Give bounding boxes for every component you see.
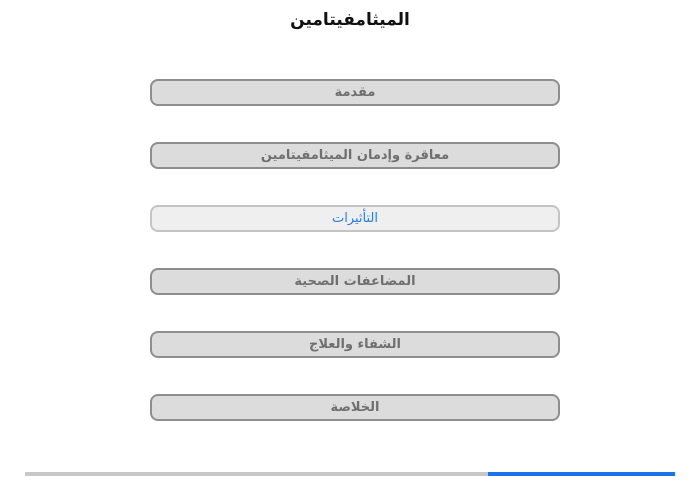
menu-button-effects[interactable]: التأثيرات: [150, 205, 560, 232]
menu-button-health-complications[interactable]: المضاعفات الصحية: [150, 268, 560, 295]
progress-bar: [25, 472, 675, 476]
menu-button-abuse-addiction[interactable]: معاقرة وإدمان الميثامفيتامين: [150, 142, 560, 169]
menu-button-recovery-treatment[interactable]: الشفاء والعلاج: [150, 331, 560, 358]
page-title: الميثامفيتامين: [290, 10, 410, 30]
menu-button-conclusion[interactable]: الخلاصة: [150, 394, 560, 421]
menu-button-introduction[interactable]: مقدمة: [150, 79, 560, 106]
progress-bar-fill: [488, 472, 675, 476]
section-menu: [150, 79, 560, 457]
